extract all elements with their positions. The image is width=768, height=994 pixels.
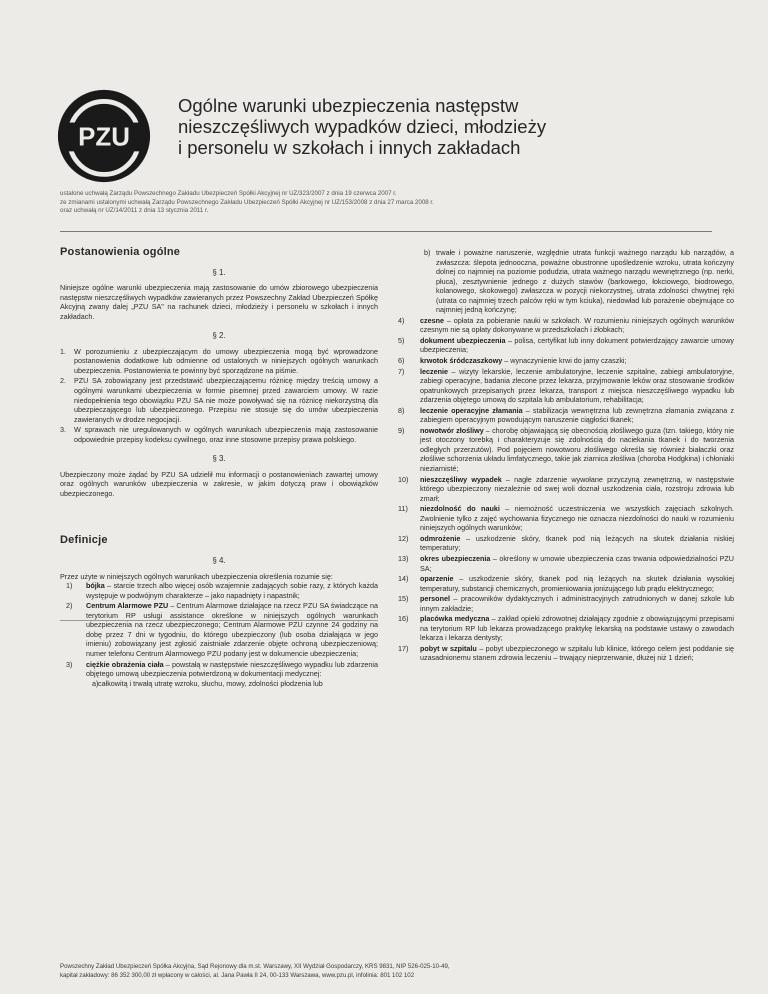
section-heading-general: Postanowienia ogólne	[60, 246, 181, 258]
header-divider	[60, 231, 712, 232]
left-column	[60, 248, 378, 689]
definition-item: 2) Centrum Alarmowe PZU – Centrum Alarmowe działające na rzecz PZU SA świadczące na terytorium RP usługi assistance określone w niniejszych ogólnych warunkach ubezpieczenia na rzecz ubezpieczonego; Centrum Alarmowe PZU czynne 24 godziny na dobę przez 7 dni w tygodniu, do którego ubezpieczony (lub osoba działająca w jego imieniu) zobowiązany jest zgłosić zaistniałe zdarzenie objęte ochroną ubezpieczeniową; numer telefonu Centrum Alarmowego PZU podany jest w dokumencie ubezpieczenia;	[66, 601, 378, 658]
definition-item: 11) niezdolność do nauki – niemożność uczestniczenia we wszystkich zajęciach szkolnych. Zwolnienie tylko z zajęć wychowania fizycznego nie oznacza niezdolności do nauki w rozumieniu niniejszych ogólnych warunków;	[398, 504, 734, 533]
definition-item: 12) odmrożenie – uszkodzenie skóry, tkanek pod nią leżących na skutek działania niskiej temperatury;	[398, 533, 734, 553]
page-footer	[60, 963, 740, 980]
title-line-2: nieszczęśliwych wypadków dzieci, młodzieży	[178, 116, 547, 137]
footer-line-2: kapitał zakładowy: 86 352 300,00 zł wpłacony w całości, al. Jana Pawła II 24, 00-133 Warszawa, www.pzu.pl, infolinia: 801 102 102	[60, 971, 415, 979]
definition-item: 14) oparzenie – uszkodzenie skóry, tkanek pod nią leżących na skutek działania wysokiej temperatury, substancji chemicznych, promieniowania jonizującego lub prądu elektrycznego;	[398, 574, 734, 593]
list-item: 1. W porozumieniu z ubezpieczającym do umowy ubezpieczenia mogą być wprowadzone postanowienia dodatkowe lub odmienne od ustalonych w niniejszych ogólnych warunkach ubezpieczenia. Postanowienia te powinny być sporządzone na piśmie.	[60, 346, 378, 375]
paragraph-1-text: Niniejsze ogólne warunki ubezpieczenia mają zastosowanie do umów zbiorowego ubezpieczenia następstw nieszczęśliwych wypadków zawieranych przez Powszechny Zakład Ubezpieczeń Spółkę Akcyjną zwany dalej „PZU SA" na rachunek dzieci, młodzieży i personelu w szkołach i innych zakładach.	[60, 283, 378, 321]
logo-text: PZU	[78, 123, 130, 152]
meta-line: ze zmianami ustalonymi uchwałą Zarządu Powszechnego Zakładu Ubezpieczeń Spółki Akcyjnej nr UZ/153/2008 z dnia 27 marca 2008 r.	[60, 198, 434, 206]
section-heading-definitions: Definicje	[60, 534, 108, 547]
title-line-3: i personelu w szkołach i innych zakładach	[178, 137, 521, 158]
definition-item: 7) leczenie – wizyty lekarskie, leczenie ambulatoryjne, leczenie szpitalne, zabiegi ambulatoryjne, zabiegi operacyjne, badania zlecone przez lekarza, przyjmowanie leków oraz stosowanie środków opatrunkowych przepisanych przez lekarza, transport z miejsca nieszczęśliwego wypadku lub zdarzenia objętego umową do szpitala lub ambulatorium, rehabilitacja;	[398, 366, 734, 405]
definition-item: 6) krwotok śródczaszkowy – wynaczynienie krwi do jamy czaszki;	[398, 356, 627, 366]
document-title	[178, 95, 738, 158]
definition-item: 17) pobyt w szpitalu – pobyt ubezpieczonego w szpitalu lub klinice, którego celem jest poddanie się uzasadnionemu stanem zdrowia leczeniu – trwający nieprzerwanie, dłużej niż 1 dzień;	[398, 643, 734, 663]
definitions-list	[60, 581, 378, 688]
paragraph-4-intro: Przez użyte w niniejszych ogólnych warunkach ubezpieczenia określenia rozumie się:	[60, 571, 333, 581]
section-divider	[60, 620, 378, 621]
sublist-item: a) całkowitą i trwałą utratę wzroku, słuchu, mowy, zdolności płodzenia lub	[92, 678, 323, 688]
definition-item: 15) personel – pracowników dydaktycznych i administracyjnych zatrudnionych w danej szkole lub innym zakładzie;	[398, 594, 734, 613]
paragraph-3-heading: § 3.	[212, 454, 226, 464]
definition-item: 13) okres ubezpieczenia – określony w umowie ubezpieczenia czas trwania odpowiedzialności PZU SA;	[398, 553, 734, 573]
list-item: 3. W sprawach nie uregulowanych w ogólnych warunkach ubezpieczenia mają zastosowanie odpowiednie przepisy kodeksu cywilnego, oraz inne stosowne przepisy prawa polskiego.	[60, 425, 378, 444]
definition-item: 4) czesne – opłata za pobieranie nauki w szkołach. W rozumieniu niniejszych ogólnych warunków czesnym nie są opłaty dokonywane w przedszkolach i żłobkach;	[398, 315, 734, 335]
sublist-item: b) trwałe i poważne naruszenie, względnie utrata funkcji ważnego narządu lub narządów, a zwłaszcza: ślepota jednooczna, poważne obustronne upośledzenie wzroku, utrata kończyny dolnej co najmniej na poziomie podudzia, utrata ważnego narządu wewnętrznego (np. nerki, płuca), zesztywnienie jednego z dużych stawów (barkowego, łokciowego, biodrowego, kolanowego, skokowego) zwłaszcza w pozycji niekorzystnej, utrata zdolności chwytnej ręki (utrata co najmniej trzech palców ręki w tym kciuka), niedowład lub porażenie obejmujące co najmniej jedną kończynę;	[424, 248, 734, 315]
definition-item: 9) nowotwór złośliwy – chorobę objawiającą się obecnością złośliwego guza (tzn. takiego, który nie jest otoczony torebką i charakteryzuje się zdolnością do naciekania tkanek i do tworzenia odległych przerzutów). Pod pojęciem nowotworu złośliwego określa się również białaczki oraz złośliwe schorzenia układu limfatycznego, takie jak ziarnica złośliwa (choroba Hodgkina) i chłoniaki nieziarnisté;	[398, 425, 735, 474]
title-line-1: Ogólne warunki ubezpieczenia następstw	[178, 95, 519, 116]
definitions-list-cont	[398, 316, 734, 663]
paragraph-2-heading: § 2.	[212, 331, 226, 341]
right-column	[398, 248, 734, 664]
paragraph-2-list	[60, 347, 378, 444]
meta-line: oraz uchwałą nr UZ/14/2011 z dnia 13 stycznia 2011 r.	[60, 207, 209, 215]
definition-item: 8) leczenie operacyjne złamania – stabilizacja wewnętrzna lub zewnętrzna złamania związana z zabiegiem operacyjnym powodującym naruszenie ciągłości tkanek;	[398, 405, 734, 425]
definition-item: 1) bójka – starcie trzech albo więcej osób wzajemnie zadających sobie razy, z których każda występuje w podwójnym charakterze – jako napadnięty i napastnik;	[66, 581, 378, 600]
definition-sublist-cont	[424, 248, 734, 315]
definition-item: 3) ciężkie obrażenia ciała – powstałą w następstwie nieszczęśliwego wypadku lub zdarzenia objętego umową ubezpieczenia potwierdzoną w dokumentacji medycznej: a) całkowitą i trwałą utratę wzroku, słuchu, mowy, zdolności płodzenia lub	[66, 659, 378, 688]
spacer	[60, 506, 378, 536]
adoption-note	[60, 190, 750, 216]
footer-line-1: Powszechny Zakład Ubezpieczeń Spółka Akcyjna, Sąd Rejonowy dla m.st. Warszawy, XII Wydział Gospodarczy, KRS 9831, NIP 526-025-10-49,	[60, 963, 450, 970]
definition-item: 5) dokument ubezpieczenia – polisa, certyfikat lub inny dokument potwierdzający zawarcie umowy ubezpieczenia;	[398, 335, 734, 355]
meta-line: ustalone uchwałą Zarządu Powszechnego Zakładu Ubezpieczeń Spółki Akcyjnej nr UZ/323/2007 z dnia 19 czerwca 2007 r.	[60, 190, 397, 197]
list-item: 2. PZU SA zobowiązany jest przedstawić ubezpieczającemu różnicę między treścią umowy a ogólnymi warunkami ubezpieczenia w formie pisemnej przed zawarciem umowy. W razie niedopełnienia tego obowiązku PZU SA nie może powoływać się na różnicę niekorzystną dla ubezpieczającego lub ubezpieczonego. Przepisu nie stosuje się do umów ubezpieczenia zawieranych w drodze negocjacji.	[60, 376, 378, 424]
paragraph-4-heading: § 4.	[212, 556, 226, 566]
definition-sublist	[86, 679, 378, 689]
definition-item: 10) nieszczęśliwy wypadek – nagłe zdarzenie wywołane przyczyną zewnętrzną, w następstwie którego ubezpieczony niezależnie od swej woli doznał uszkodzenia ciała, rozstroju zdrowia lub zmarł;	[398, 474, 734, 503]
paragraph-3-text: Ubezpieczony może żądać by PZU SA udzielił mu informacji o postanowieniach zawartej umowy oraz ogólnych warunków ubezpieczenia w zakresie, w jakim dotyczą praw i obowiązków ubezpieczonego.	[60, 469, 378, 498]
definition-item: 16) placówka medyczna – zakład opieki zdrowotnej działający zgodnie z obowiązującymi przepisami na terytorium RP lub lekarza prowadzącego praktykę lekarską na podstawie ustawy o zawodach lekarza i lekarza dentysty;	[398, 614, 734, 643]
pzu-logo	[56, 88, 152, 184]
paragraph-1-heading: § 1.	[212, 267, 226, 277]
